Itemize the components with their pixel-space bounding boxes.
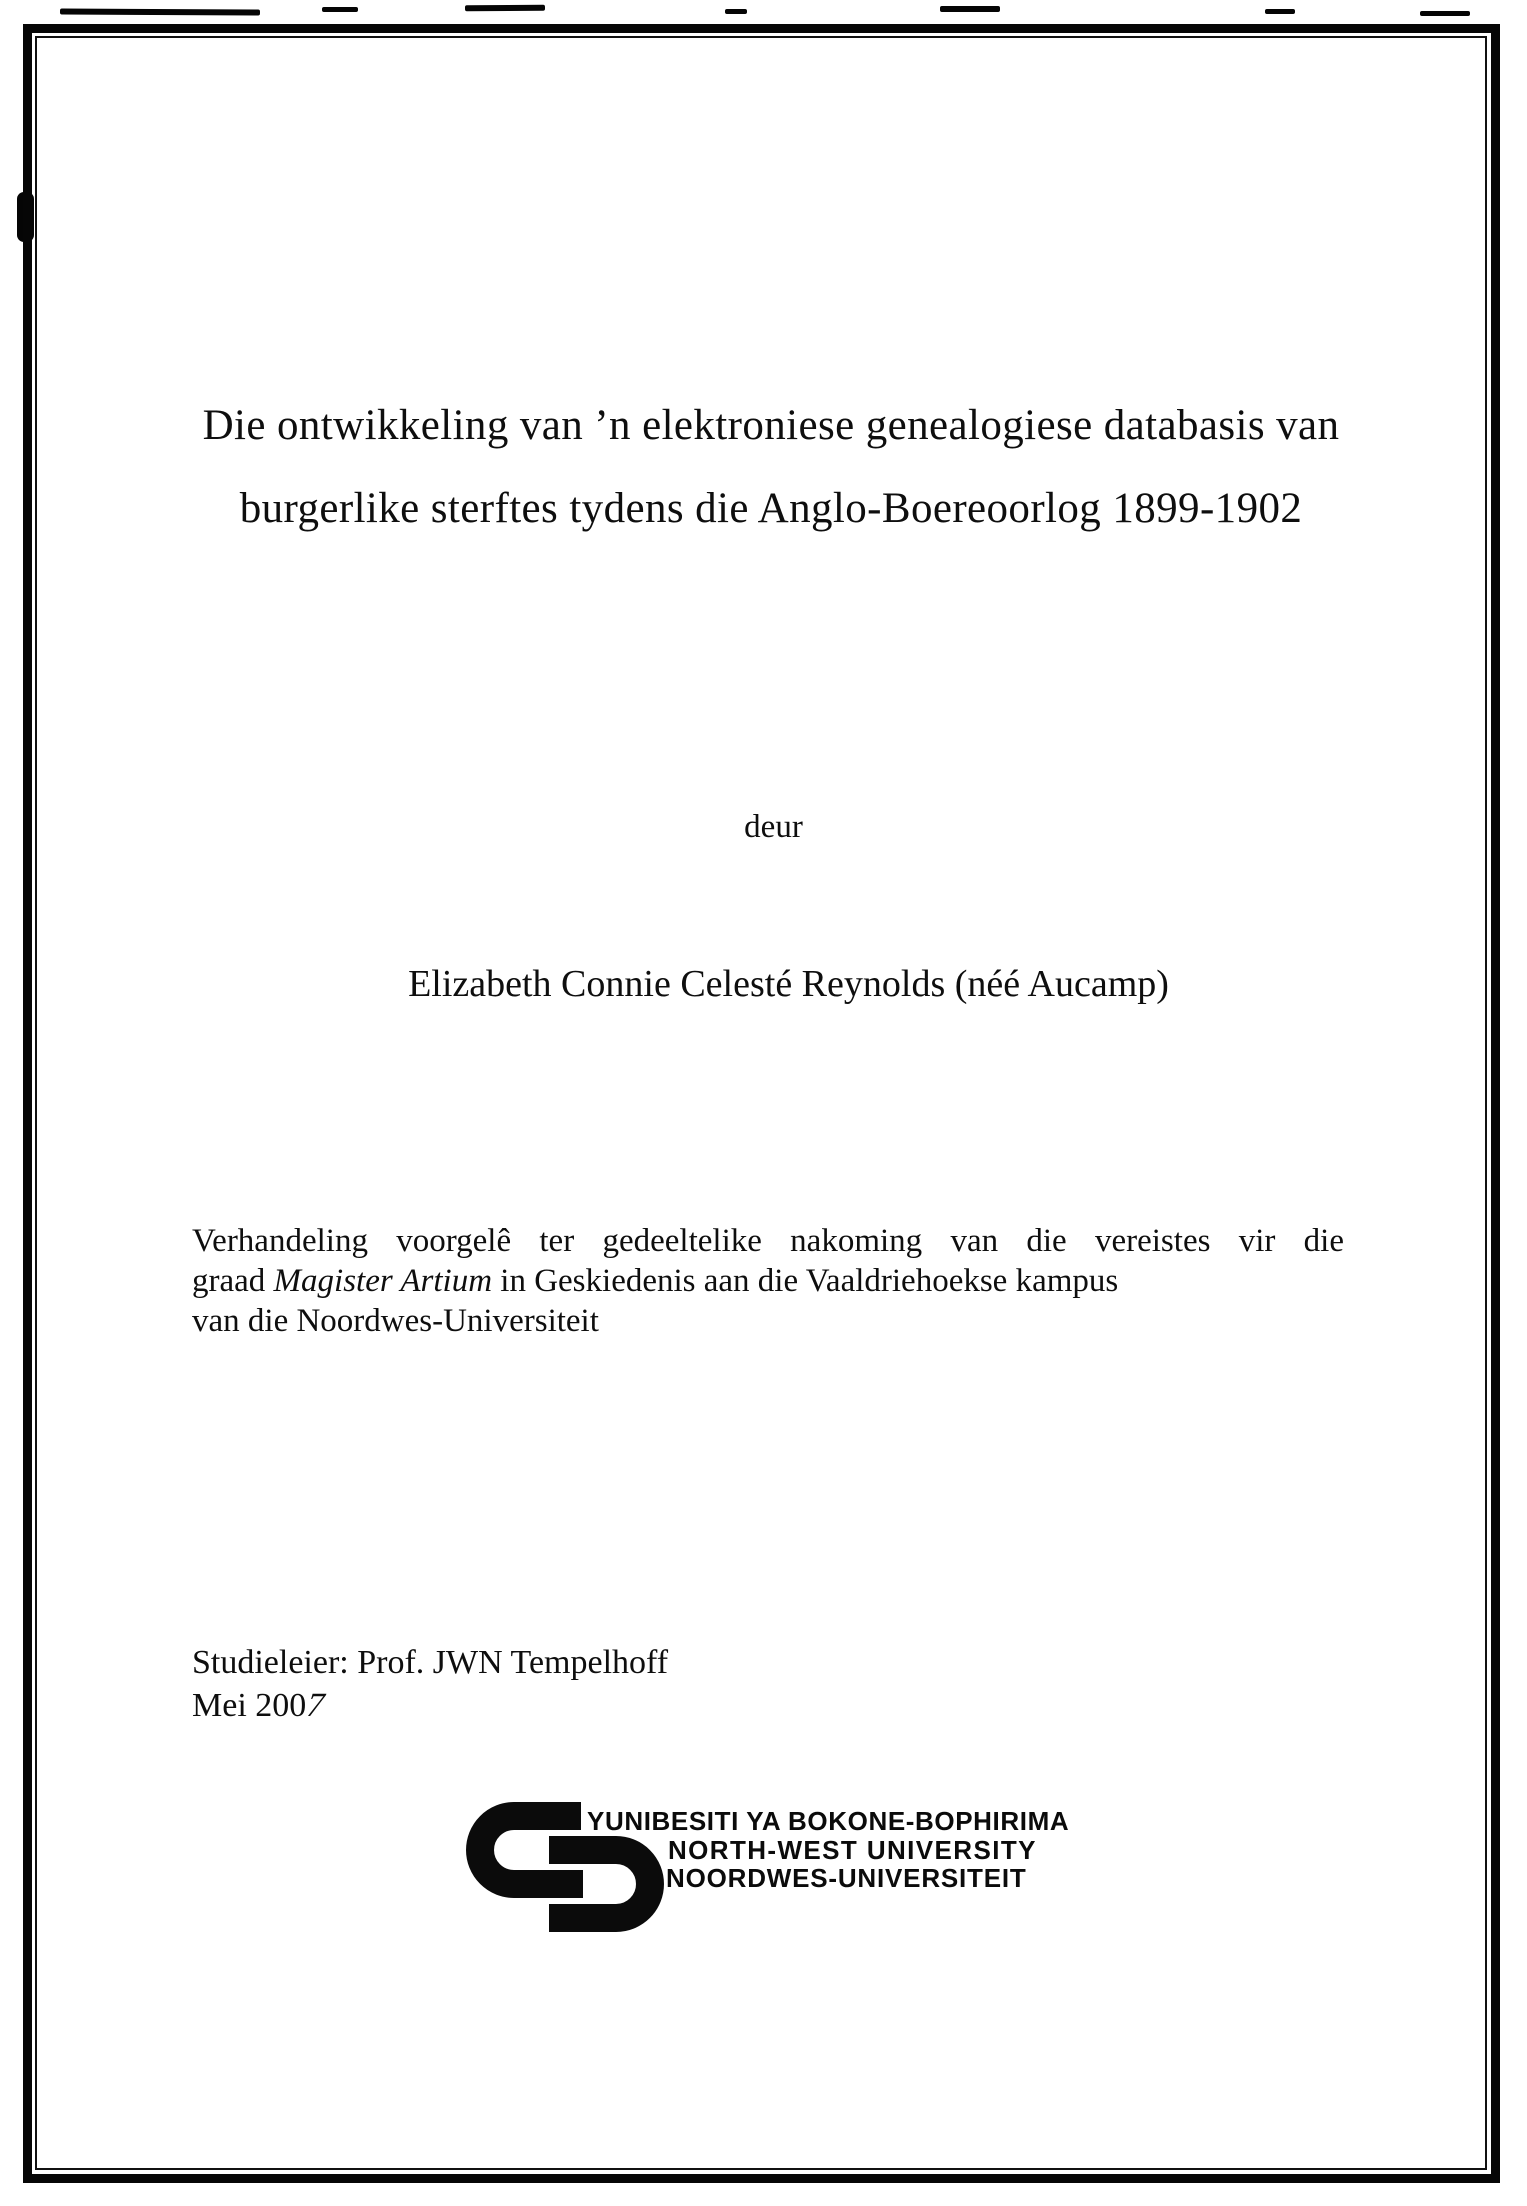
degree-statement-line-2 bbox=[192, 1261, 1344, 1301]
scan-noise-dash bbox=[1265, 9, 1295, 14]
scan-noise-dash bbox=[60, 8, 260, 15]
byline: deur bbox=[744, 809, 803, 845]
degree-statement-line-2-italic: Magister Artium bbox=[273, 1263, 493, 1299]
thesis-title-line-1: Die ontwikkeling van ’n elektroniese genealogiese databasis van bbox=[202, 402, 1340, 449]
scan-noise-dash bbox=[465, 5, 545, 12]
scan-noise-dash bbox=[725, 9, 747, 14]
author-name: Elizabeth Connie Celesté Reynolds (néé Aucamp) bbox=[408, 963, 1169, 1005]
logo-line-setswana: YUNIBESITI YA BOKONE-BOPHIRIMA bbox=[587, 1806, 1070, 1836]
scan-noise-dash bbox=[322, 7, 358, 12]
degree-statement-line-2-suffix: in Geskiedenis aan die Vaaldriehoekse kampus bbox=[492, 1263, 1119, 1299]
date-prefix: Mei 200 bbox=[192, 1687, 307, 1724]
scan-noise-dash bbox=[940, 6, 1000, 12]
scan-noise-dash bbox=[1420, 11, 1470, 16]
supervisor-line: Studieleier: Prof. JWN Tempelhoff bbox=[192, 1644, 669, 1681]
logo-line-english: NORTH-WEST UNIVERSITY bbox=[668, 1835, 1037, 1865]
degree-statement-line-3: van die Noordwes-Universiteit bbox=[192, 1303, 599, 1339]
date-line bbox=[192, 1684, 668, 1727]
degree-statement-line-1: Verhandeling voorgelê ter gedeeltelike nakoming van die vereistes vir die bbox=[192, 1223, 1344, 1259]
supervisor-block bbox=[192, 1641, 668, 1727]
date-last-digit: 7 bbox=[301, 1687, 330, 1724]
degree-statement bbox=[192, 1221, 1344, 1341]
logo-line-afrikaans: NOORDWES-UNIVERSITEIT bbox=[666, 1863, 1027, 1893]
thesis-title-line-2: burgerlike sterftes tydens die Anglo-Boereoorlog 1899-1902 bbox=[239, 485, 1303, 532]
university-logo bbox=[466, 1799, 1076, 1939]
degree-statement-line-2-prefix: graad bbox=[192, 1263, 274, 1299]
